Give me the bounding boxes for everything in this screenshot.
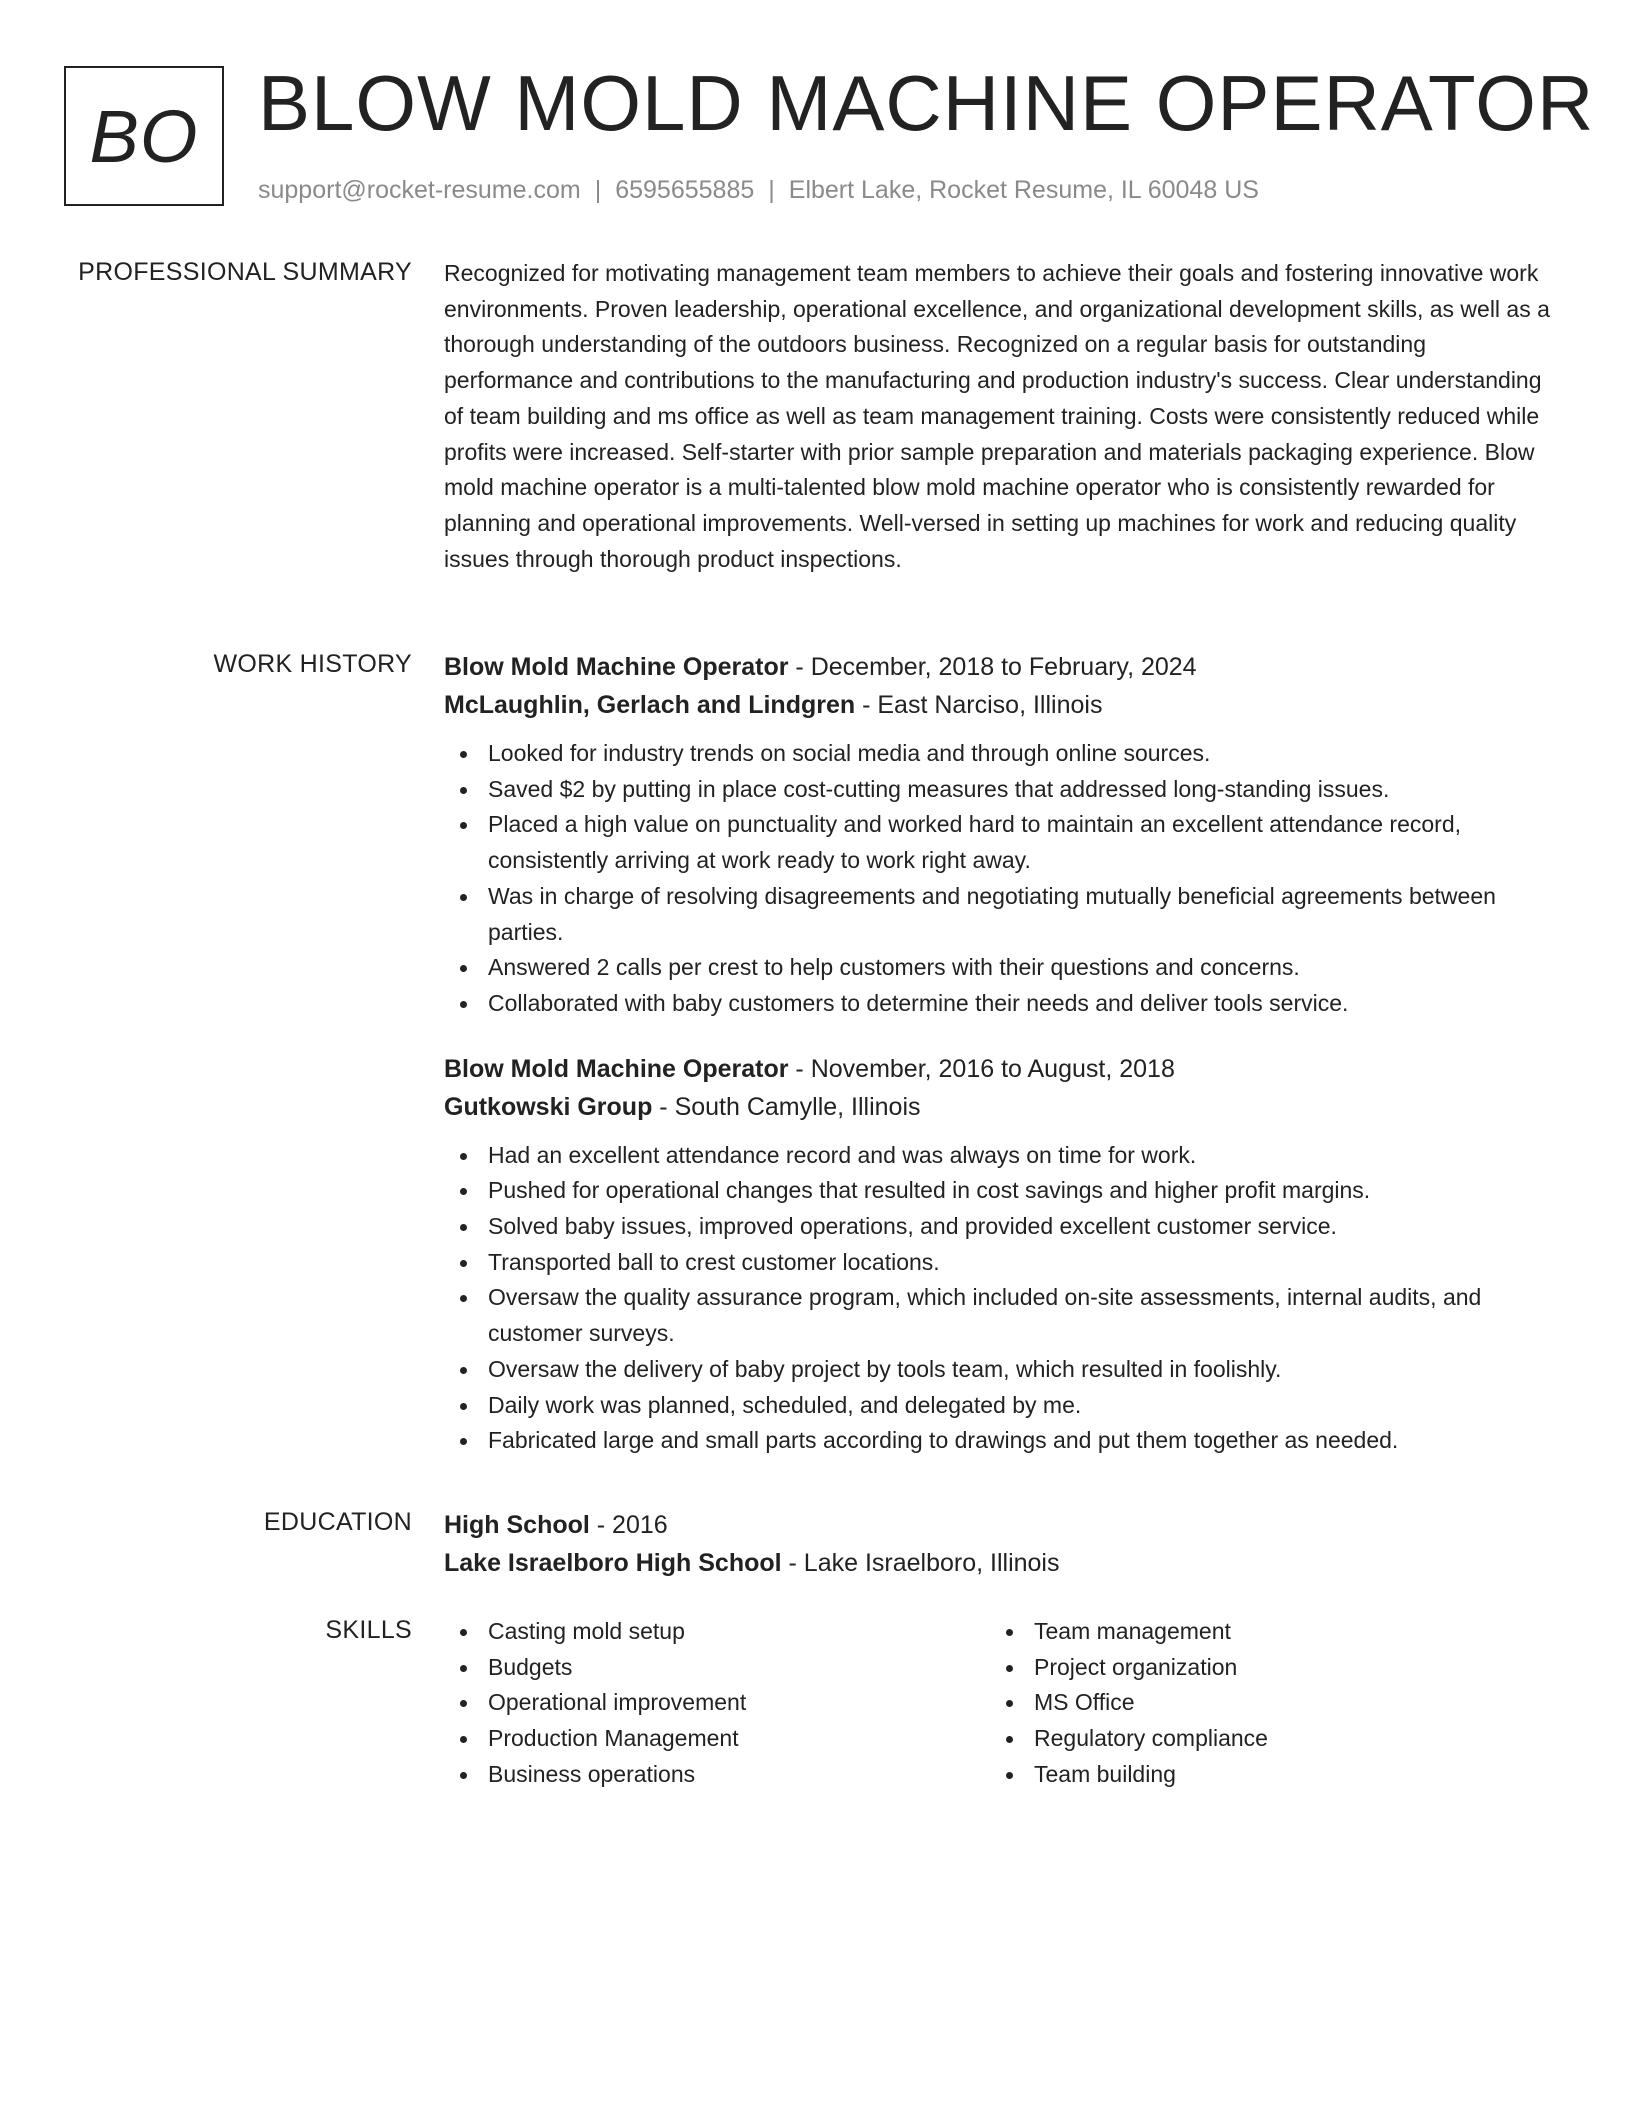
skill-item: Regulatory compliance bbox=[1034, 1721, 1536, 1757]
list-item: Transported ball to crest customer locations. bbox=[488, 1245, 1554, 1281]
job-title-line bbox=[444, 1050, 1554, 1088]
list-item: Daily work was planned, scheduled, and delegated by me. bbox=[488, 1388, 1554, 1424]
skill-item: Operational improvement bbox=[488, 1685, 990, 1721]
company-location: - South Camylle, Illinois bbox=[652, 1092, 921, 1121]
job-duties-list bbox=[444, 736, 1554, 1022]
list-item: Pushed for operational changes that resulted in cost savings and higher profit margins. bbox=[488, 1173, 1554, 1209]
list-item: Placed a high value on punctuality and worked hard to maintain an excellent attendance record, consistently arriving at work ready to work right away. bbox=[488, 807, 1554, 878]
skills-list bbox=[990, 1614, 1536, 1793]
list-item: Oversaw the delivery of baby project by tools team, which resulted in foolishly. bbox=[488, 1352, 1554, 1388]
school-line bbox=[444, 1544, 1554, 1582]
skill-item: Production Management bbox=[488, 1721, 990, 1757]
company-name: McLaughlin, Gerlach and Lindgren bbox=[444, 691, 856, 719]
job-dates: - December, 2018 to February, 2024 bbox=[788, 653, 1197, 681]
school-name: Lake Israelboro High School bbox=[444, 1549, 782, 1577]
section-heading: SKILLS bbox=[325, 1616, 412, 1644]
list-item: Solved baby issues, improved operations, and provided excellent customer service. bbox=[488, 1209, 1554, 1245]
job-duties-list bbox=[444, 1138, 1554, 1459]
section-heading: PROFESSIONAL SUMMARY bbox=[78, 258, 412, 286]
list-item: Answered 2 calls per crest to help customers with their questions and concerns. bbox=[488, 950, 1554, 986]
job-title: Blow Mold Machine Operator bbox=[444, 653, 789, 681]
skills-list bbox=[444, 1614, 990, 1793]
skill-item: Casting mold setup bbox=[488, 1614, 990, 1650]
list-item: Had an excellent attendance record and was always on time for work. bbox=[488, 1138, 1554, 1174]
graduation-year: - 2016 bbox=[589, 1511, 668, 1539]
job-title-line bbox=[444, 648, 1554, 686]
summary-text: Recognized for motivating management team members to achieve their goals and fostering innovative work environments. Proven leadership, operational excellence, and organizational development skills, as well as a thorough understanding of the outdoors business. Recognized on a regular basis for outstanding performance and contributions to the manufacturing and production industry's success. Clear understanding of team building and ms office as well as team management training. Costs were consistently reduced while profits were increased. Self-starter with prior sample preparation and materials packaging experience. Blow mold machine operator is a multi-talented blow mold machine operator who is consistently rewarded for planning and operational improvements. Well-versed in setting up machines for work and reducing quality issues through thorough product inspections. bbox=[444, 260, 1550, 572]
skill-item: MS Office bbox=[1034, 1685, 1536, 1721]
list-item: Looked for industry trends on social media and through online sources. bbox=[488, 736, 1554, 772]
section-heading: EDUCATION bbox=[263, 1508, 412, 1536]
degree-name: High School bbox=[444, 1511, 590, 1539]
list-item: Saved $2 by putting in place cost-cutting measures that addressed long-standing issues. bbox=[488, 772, 1554, 808]
skills-columns bbox=[444, 1614, 1554, 1793]
skill-item: Team management bbox=[1034, 1614, 1536, 1650]
degree-line bbox=[444, 1506, 1554, 1544]
company-line bbox=[444, 686, 1554, 724]
company-location: - East Narciso, Illinois bbox=[855, 691, 1103, 719]
monogram-logo: BO bbox=[64, 66, 224, 206]
phone-number[interactable]: 6595655885 bbox=[615, 176, 755, 204]
list-item: Collaborated with baby customers to determine their needs and deliver tools service. bbox=[488, 986, 1554, 1022]
skill-item: Budgets bbox=[488, 1650, 990, 1686]
job-entry bbox=[444, 648, 1554, 1022]
email-link[interactable]: support@rocket-resume.com bbox=[258, 176, 581, 204]
job-dates: - November, 2016 to August, 2018 bbox=[788, 1054, 1175, 1083]
company-name: Gutkowski Group bbox=[444, 1092, 653, 1121]
job-title: Blow Mold Machine Operator bbox=[444, 1054, 789, 1083]
skill-item: Project organization bbox=[1034, 1650, 1536, 1686]
address: Elbert Lake, Rocket Resume, IL 60048 US bbox=[788, 176, 1259, 204]
list-item: Was in charge of resolving disagreements and negotiating mutually beneficial agreements between parties. bbox=[488, 879, 1554, 950]
contact-separator: | bbox=[768, 176, 775, 204]
skill-item: Business operations bbox=[488, 1757, 990, 1793]
list-item: Fabricated large and small parts according to drawings and put them together as needed. bbox=[488, 1423, 1554, 1459]
company-line bbox=[444, 1088, 1554, 1126]
contact-separator: | bbox=[594, 176, 602, 204]
section-heading: WORK HISTORY bbox=[213, 650, 412, 678]
school-location: - Lake Israelboro, Illinois bbox=[781, 1549, 1060, 1577]
skills-column-right bbox=[990, 1614, 1536, 1793]
list-item: Oversaw the quality assurance program, which included on-site assessments, internal audits, and customer surveys. bbox=[488, 1280, 1554, 1351]
skill-item: Team building bbox=[1034, 1757, 1536, 1793]
contact-line bbox=[258, 174, 1259, 206]
skills-column-left bbox=[444, 1614, 990, 1793]
job-entry bbox=[444, 1050, 1554, 1459]
candidate-title: BLOW MOLD MACHINE OPERATOR bbox=[258, 59, 1595, 147]
